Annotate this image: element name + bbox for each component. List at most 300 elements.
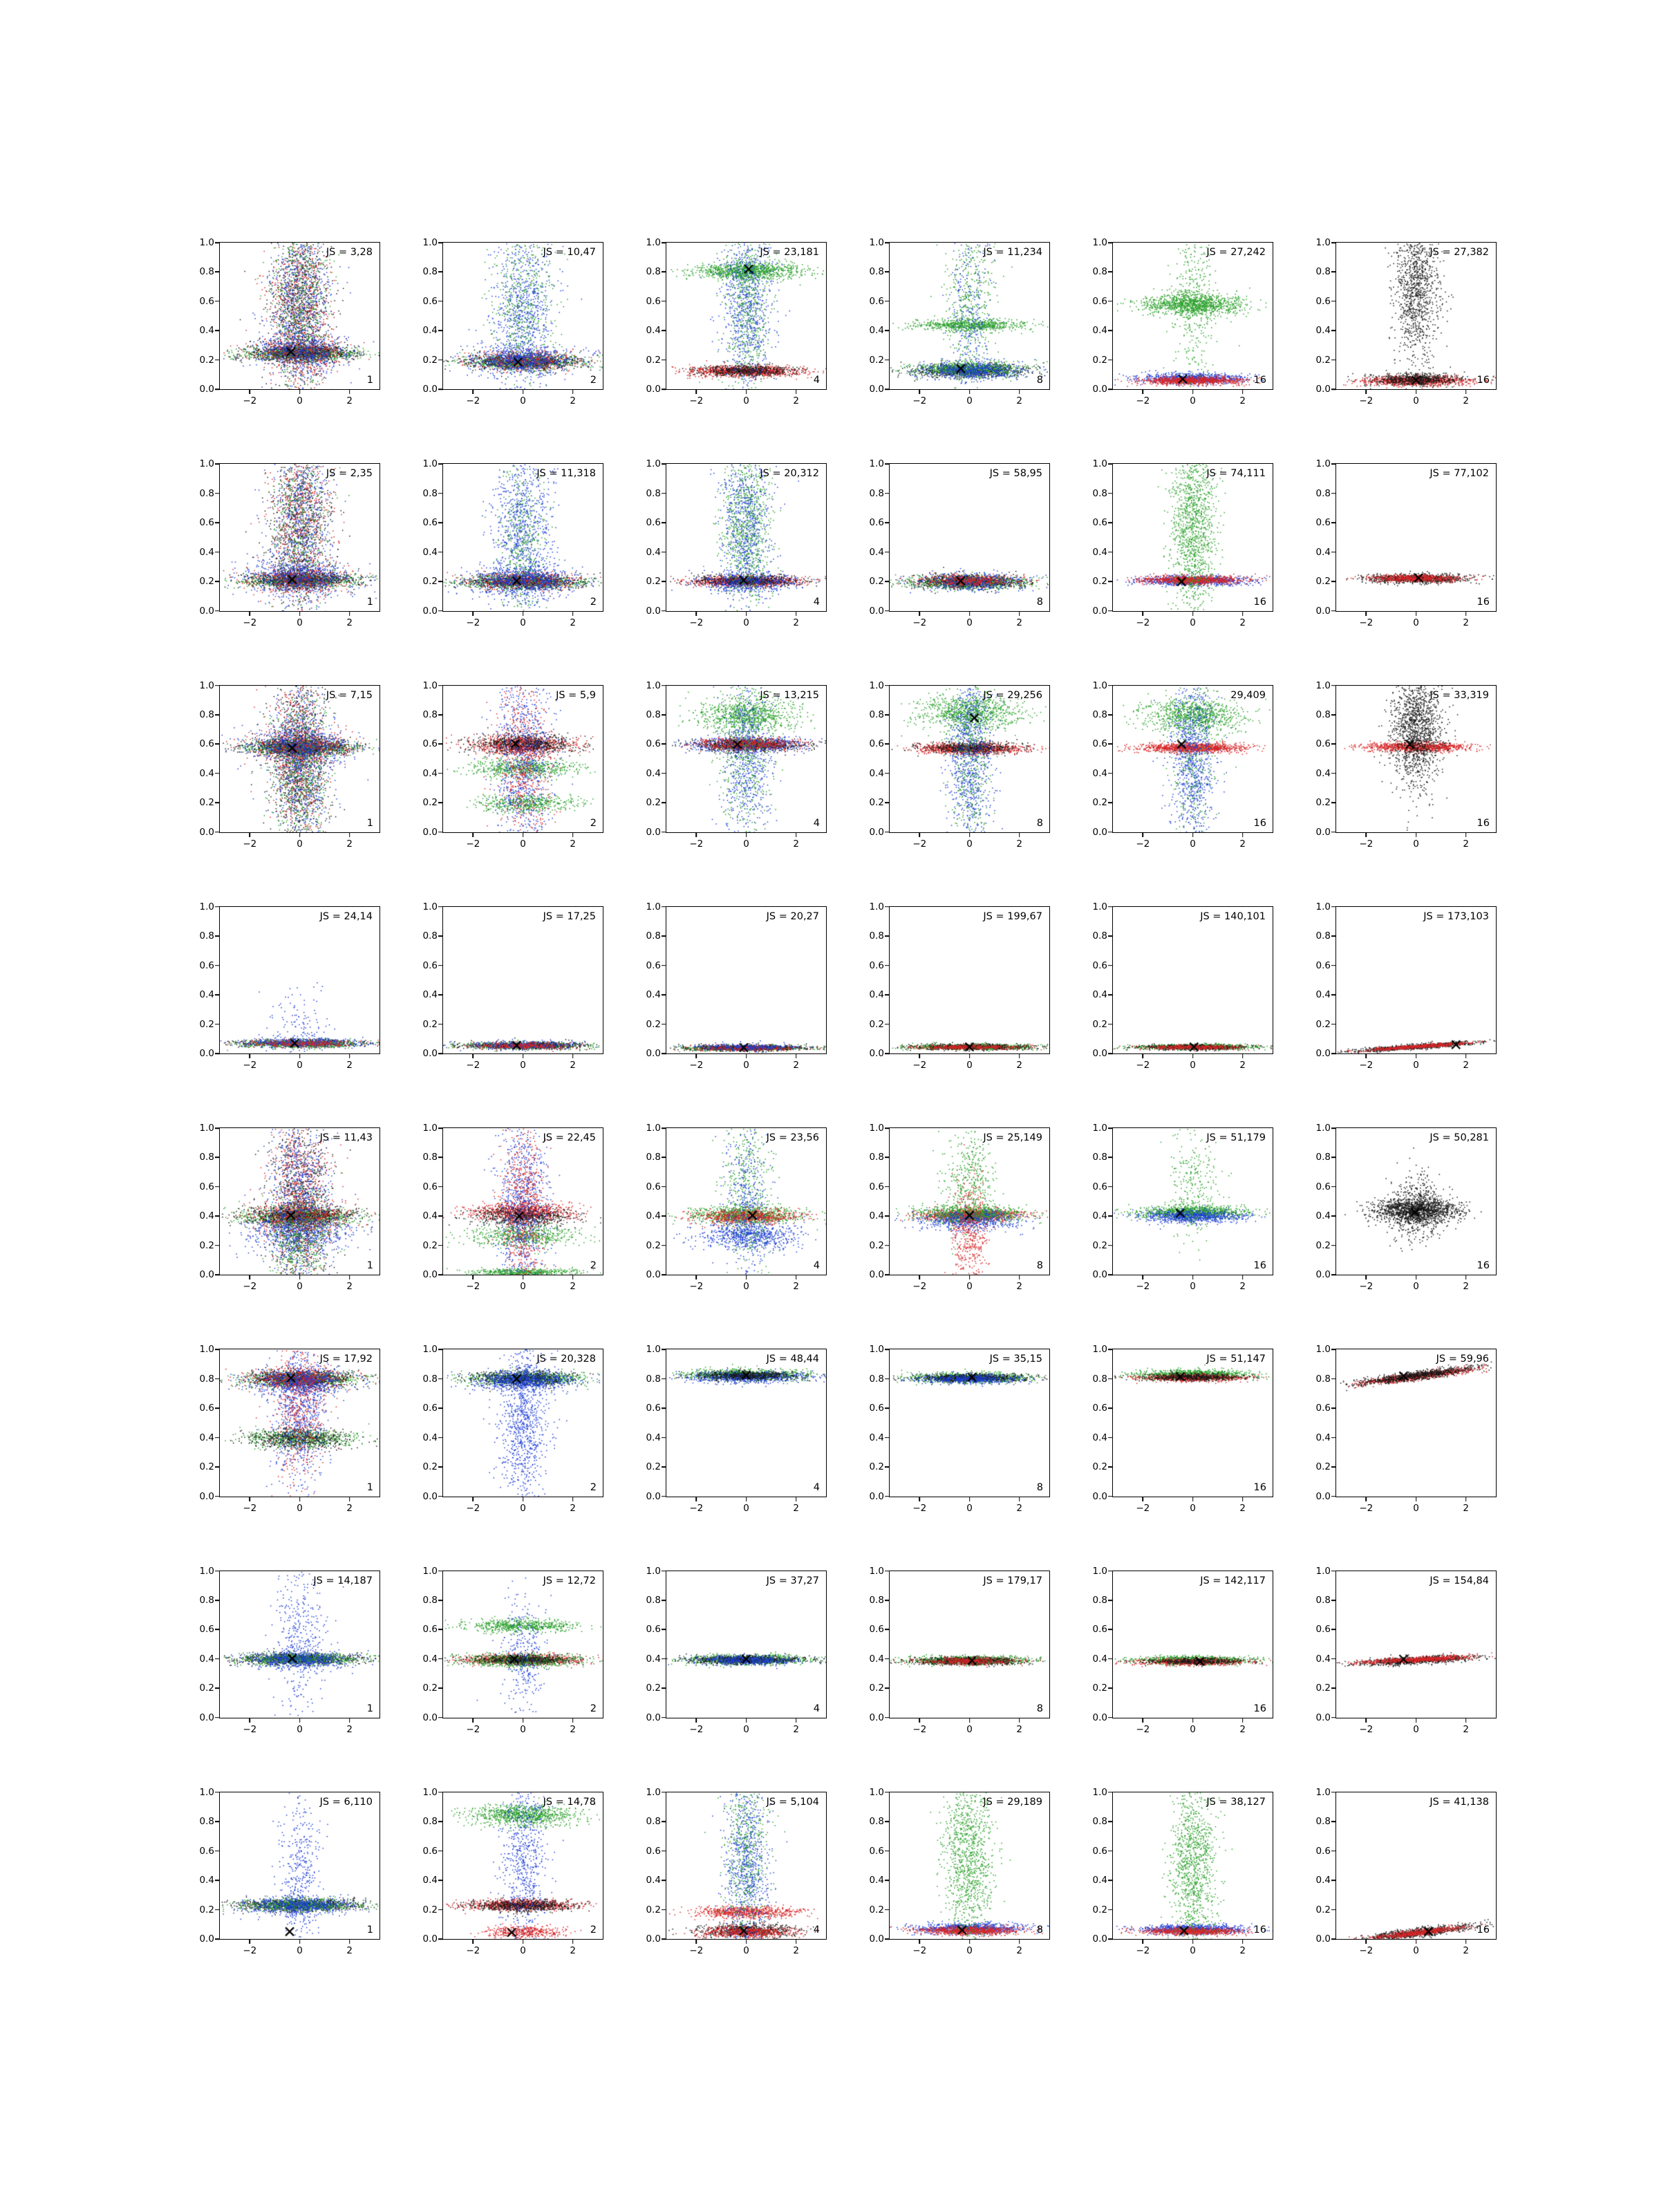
y-tick-mark — [1108, 1496, 1113, 1497]
y-tick-label: 0.4 — [422, 767, 438, 779]
y-tick-label: 1.0 — [199, 901, 214, 912]
x-tick-mark — [1192, 1718, 1194, 1723]
scatter-points — [1336, 1128, 1496, 1275]
subplot-r7-c3 — [630, 1565, 827, 1749]
subplot-r8-c3 — [630, 1786, 827, 1970]
y-tick-mark — [215, 965, 220, 966]
y-tick-label: 0.8 — [422, 1594, 438, 1606]
x-tick-mark — [299, 1275, 301, 1280]
y-tick-label: 1.0 — [646, 458, 661, 470]
x-tick-mark — [250, 832, 251, 837]
js-divergence-label: JS = 29,256 — [983, 689, 1042, 701]
panel-corner-label: 2 — [590, 817, 597, 829]
y-tick-label: 0.0 — [646, 1048, 661, 1059]
y-tick-label: 0.4 — [646, 1210, 661, 1222]
y-tick-label: 0.0 — [199, 1490, 214, 1502]
x-tick-mark — [250, 1939, 251, 1944]
y-tick-mark — [885, 1909, 890, 1911]
y-tick-label: 0.8 — [869, 709, 884, 720]
y-tick-label: 0.0 — [869, 1048, 884, 1059]
y-tick-mark — [1108, 1349, 1113, 1350]
y-tick-label: 0.2 — [646, 797, 661, 809]
x-tick-mark — [1019, 389, 1020, 394]
y-tick-mark — [215, 1349, 220, 1350]
y-tick-mark — [662, 685, 666, 686]
y-tick-mark — [215, 1245, 220, 1246]
x-tick-label: 0 — [1190, 1502, 1196, 1514]
y-tick-mark — [885, 1466, 890, 1468]
panel-corner-label: 1 — [366, 1924, 373, 1936]
y-tick-label: 0.0 — [1315, 1490, 1331, 1502]
js-divergence-label: JS = 154,84 — [1430, 1575, 1489, 1586]
y-tick-mark — [438, 1186, 443, 1188]
js-divergence-label: JS = 20,312 — [760, 468, 819, 480]
x-tick-mark — [473, 389, 474, 394]
y-tick-mark — [438, 1407, 443, 1409]
y-tick-label: 1.0 — [1315, 458, 1331, 470]
y-tick-mark — [438, 1792, 443, 1793]
y-tick-label: 0.4 — [646, 1432, 661, 1443]
y-tick-label: 0.2 — [1092, 1018, 1107, 1030]
x-tick-mark — [1143, 1497, 1144, 1501]
y-tick-mark — [885, 1600, 890, 1601]
scatter-points — [1336, 907, 1496, 1053]
y-tick-mark — [1108, 522, 1113, 523]
y-tick-mark — [1108, 1245, 1113, 1246]
y-tick-label: 0.6 — [1092, 1624, 1107, 1635]
js-divergence-label: JS = 25,149 — [983, 1132, 1042, 1143]
y-tick-label: 0.8 — [199, 487, 214, 499]
x-tick-label: 2 — [793, 838, 799, 850]
x-tick-label: 2 — [1016, 617, 1022, 628]
x-tick-label: −2 — [1136, 838, 1150, 850]
y-tick-label: 0.2 — [422, 797, 438, 809]
y-tick-label: 0.0 — [422, 1712, 438, 1723]
y-tick-mark — [215, 1717, 220, 1718]
y-tick-label: 1.0 — [422, 1786, 438, 1798]
y-tick-label: 0.8 — [869, 1594, 884, 1606]
y-tick-mark — [438, 1571, 443, 1572]
scatter-points — [443, 1571, 603, 1718]
x-tick-mark — [969, 611, 971, 616]
scatter-points — [1113, 1349, 1273, 1496]
y-tick-label: 0.0 — [199, 1269, 214, 1281]
y-tick-label: 0.4 — [199, 325, 214, 337]
x-tick-label: 2 — [793, 617, 799, 628]
x-tick-mark — [1366, 1275, 1367, 1280]
y-tick-label: 0.8 — [646, 930, 661, 942]
y-tick-label: 1.0 — [1315, 237, 1331, 248]
y-tick-mark — [662, 1245, 666, 1246]
x-tick-label: 0 — [520, 1723, 526, 1735]
y-tick-label: 0.2 — [1315, 354, 1331, 366]
x-tick-mark — [299, 1497, 301, 1501]
x-tick-label: −2 — [1359, 1281, 1374, 1293]
x-tick-label: 0 — [297, 1723, 303, 1735]
y-tick-mark — [215, 1157, 220, 1159]
y-tick-label: 1.0 — [1092, 458, 1107, 470]
y-tick-mark — [438, 1821, 443, 1822]
y-tick-mark — [1108, 463, 1113, 465]
x-tick-label: −2 — [912, 617, 927, 628]
x-tick-mark — [473, 1939, 474, 1944]
y-tick-label: 0.2 — [869, 797, 884, 809]
x-tick-mark — [349, 832, 350, 837]
y-tick-mark — [885, 1717, 890, 1718]
x-tick-mark — [1242, 1053, 1244, 1058]
x-tick-mark — [696, 1939, 697, 1944]
x-tick-mark — [1143, 832, 1144, 837]
y-tick-label: 0.0 — [646, 826, 661, 838]
js-divergence-label: JS = 14,78 — [543, 1796, 596, 1808]
scatter-points — [890, 907, 1049, 1053]
y-tick-mark — [1331, 1938, 1336, 1940]
subplot-r6-c6 — [1300, 1344, 1497, 1527]
y-tick-label: 0.6 — [869, 1181, 884, 1192]
y-tick-mark — [215, 744, 220, 745]
subplot-r4-c6 — [1300, 901, 1497, 1085]
x-tick-mark — [1366, 1718, 1367, 1723]
y-tick-label: 0.2 — [199, 1461, 214, 1473]
x-tick-label: 0 — [1413, 1060, 1419, 1071]
x-tick-mark — [1019, 1497, 1020, 1501]
y-tick-mark — [1331, 330, 1336, 332]
x-tick-label: 2 — [1463, 617, 1469, 628]
js-divergence-label: JS = 59,96 — [1436, 1353, 1489, 1365]
x-tick-label: 0 — [743, 838, 749, 850]
x-tick-mark — [919, 1497, 921, 1501]
y-tick-label: 0.8 — [869, 487, 884, 499]
y-tick-mark — [885, 994, 890, 995]
x-tick-mark — [349, 1718, 350, 1723]
y-tick-mark — [438, 359, 443, 361]
subplot-r7-c1 — [183, 1565, 380, 1749]
y-tick-mark — [662, 552, 666, 553]
y-tick-label: 0.6 — [1092, 1845, 1107, 1857]
y-tick-mark — [438, 610, 443, 612]
y-tick-label: 0.6 — [199, 959, 214, 971]
panel-corner-label: 8 — [1036, 1924, 1043, 1936]
js-divergence-label: JS = 20,328 — [536, 1353, 596, 1365]
panel-corner-label: 8 — [1036, 1481, 1043, 1493]
js-divergence-label: JS = 38,127 — [1206, 1796, 1266, 1808]
y-tick-label: 1.0 — [1092, 679, 1107, 691]
y-tick-label: 0.0 — [1315, 1269, 1331, 1281]
y-tick-label: 0.6 — [1092, 517, 1107, 529]
subplot-r3-c6 — [1300, 679, 1497, 863]
y-tick-label: 0.0 — [1092, 1712, 1107, 1723]
y-tick-label: 0.4 — [199, 989, 214, 1001]
y-tick-mark — [885, 552, 890, 553]
y-tick-label: 0.6 — [1315, 738, 1331, 750]
x-tick-label: −2 — [1136, 1723, 1150, 1735]
x-tick-mark — [1416, 1939, 1417, 1944]
plot-axes — [422, 901, 603, 1071]
plot-axes — [199, 237, 380, 407]
y-tick-mark — [1108, 773, 1113, 774]
x-tick-label: −2 — [466, 1945, 480, 1956]
y-tick-mark — [215, 803, 220, 804]
y-tick-label: 0.0 — [199, 384, 214, 395]
y-tick-mark — [885, 1880, 890, 1881]
y-tick-label: 0.4 — [869, 767, 884, 779]
x-tick-label: 2 — [1016, 1502, 1022, 1514]
plot-axes — [422, 1123, 603, 1293]
y-tick-mark — [662, 1053, 666, 1054]
scatter-points — [1336, 1792, 1496, 1939]
x-tick-mark — [1465, 389, 1467, 394]
y-tick-label: 1.0 — [1315, 1786, 1331, 1798]
y-tick-mark — [662, 744, 666, 745]
y-tick-label: 1.0 — [646, 679, 661, 691]
x-tick-mark — [572, 1275, 574, 1280]
y-tick-mark — [215, 1688, 220, 1689]
x-tick-mark — [1019, 832, 1020, 837]
y-tick-mark — [1331, 1349, 1336, 1350]
y-tick-mark — [1108, 1938, 1113, 1940]
x-tick-mark — [523, 1053, 524, 1058]
y-tick-mark — [1108, 1600, 1113, 1601]
x-tick-label: 2 — [1016, 395, 1022, 407]
y-tick-label: 0.4 — [869, 325, 884, 337]
y-tick-label: 0.2 — [199, 1683, 214, 1694]
x-tick-label: 0 — [743, 1945, 749, 1956]
scatter-points — [220, 1792, 379, 1939]
y-tick-label: 0.8 — [199, 709, 214, 720]
x-tick-mark — [1465, 1497, 1467, 1501]
x-tick-label: 0 — [297, 838, 303, 850]
y-tick-label: 0.2 — [1092, 797, 1107, 809]
y-tick-label: 0.4 — [1315, 1432, 1331, 1443]
x-tick-mark — [523, 611, 524, 616]
x-tick-label: 2 — [570, 617, 576, 628]
x-tick-label: −2 — [1359, 1502, 1374, 1514]
y-tick-mark — [885, 803, 890, 804]
x-tick-label: 2 — [1239, 1502, 1246, 1514]
y-tick-mark — [885, 1496, 890, 1497]
js-divergence-label: JS = 10,47 — [543, 247, 596, 258]
y-tick-label: 0.2 — [646, 1683, 661, 1694]
x-tick-mark — [523, 1939, 524, 1944]
y-tick-label: 0.2 — [646, 576, 661, 588]
x-tick-label: 2 — [1239, 838, 1246, 850]
y-tick-label: 1.0 — [1315, 1344, 1331, 1356]
y-tick-label: 0.6 — [422, 517, 438, 529]
y-tick-mark — [885, 965, 890, 966]
y-tick-mark — [1108, 1571, 1113, 1572]
y-tick-label: 0.4 — [1092, 1875, 1107, 1886]
y-tick-mark — [885, 1024, 890, 1025]
y-tick-label: 0.8 — [646, 1594, 661, 1606]
y-tick-label: 0.0 — [869, 826, 884, 838]
y-tick-mark — [438, 1127, 443, 1129]
y-tick-label: 0.6 — [199, 517, 214, 529]
y-tick-mark — [1331, 301, 1336, 302]
panel-corner-label: 8 — [1036, 817, 1043, 829]
subplot-r2-c4 — [853, 458, 1050, 641]
y-tick-label: 0.0 — [1315, 1933, 1331, 1944]
x-tick-mark — [473, 1718, 474, 1723]
y-tick-mark — [662, 301, 666, 302]
y-tick-mark — [438, 773, 443, 774]
y-tick-mark — [662, 1437, 666, 1438]
plot-axes — [1315, 679, 1497, 850]
y-tick-label: 0.0 — [199, 1048, 214, 1059]
plot-axes — [646, 679, 827, 850]
scatter-points — [443, 686, 603, 832]
x-tick-label: −2 — [1136, 395, 1150, 407]
y-tick-mark — [885, 1407, 890, 1409]
js-divergence-label: JS = 17,25 — [543, 910, 596, 922]
x-tick-mark — [696, 1053, 697, 1058]
y-tick-mark — [215, 1821, 220, 1822]
x-tick-label: 0 — [966, 1060, 973, 1071]
scatter-points — [666, 1571, 826, 1718]
y-tick-label: 0.8 — [1092, 487, 1107, 499]
y-tick-mark — [215, 610, 220, 612]
y-tick-label: 0.4 — [1315, 989, 1331, 1001]
x-tick-mark — [1192, 389, 1194, 394]
y-tick-mark — [215, 832, 220, 833]
y-tick-mark — [215, 773, 220, 774]
y-tick-label: 0.8 — [869, 266, 884, 278]
js-divergence-label: JS = 5,9 — [556, 689, 596, 701]
y-tick-mark — [662, 359, 666, 361]
x-tick-label: 0 — [1413, 1281, 1419, 1293]
y-tick-label: 1.0 — [1092, 1565, 1107, 1577]
y-tick-label: 0.2 — [199, 576, 214, 588]
x-tick-label: 2 — [570, 1723, 576, 1735]
y-tick-mark — [438, 1688, 443, 1689]
y-tick-mark — [438, 714, 443, 715]
y-tick-label: 0.8 — [199, 930, 214, 942]
x-tick-mark — [473, 611, 474, 616]
panel-corner-label: 8 — [1036, 375, 1043, 386]
y-tick-label: 0.8 — [1315, 266, 1331, 278]
y-tick-label: 0.4 — [1092, 546, 1107, 558]
x-tick-label: 0 — [1413, 1723, 1419, 1735]
y-tick-mark — [662, 1127, 666, 1129]
y-tick-mark — [1331, 1600, 1336, 1601]
y-tick-mark — [438, 832, 443, 833]
js-divergence-label: JS = 6,110 — [319, 1796, 373, 1808]
panel-corner-label: 2 — [590, 1481, 597, 1493]
x-tick-label: 2 — [1239, 1281, 1246, 1293]
y-tick-mark — [885, 581, 890, 582]
y-tick-label: 1.0 — [422, 1123, 438, 1134]
y-tick-mark — [438, 1437, 443, 1438]
y-tick-label: 0.8 — [422, 1373, 438, 1385]
js-divergence-label: JS = 2,35 — [326, 468, 373, 480]
y-tick-label: 0.4 — [869, 1653, 884, 1665]
y-tick-label: 1.0 — [199, 679, 214, 691]
x-tick-mark — [349, 1939, 350, 1944]
panel-corner-label: 1 — [366, 817, 373, 829]
y-tick-mark — [1331, 388, 1336, 390]
x-tick-mark — [1242, 389, 1244, 394]
x-tick-label: 2 — [793, 1281, 799, 1293]
y-tick-mark — [885, 773, 890, 774]
x-tick-mark — [796, 1497, 797, 1501]
y-tick-mark — [662, 832, 666, 833]
panel-corner-label: 8 — [1036, 1260, 1043, 1272]
y-tick-label: 0.2 — [199, 1239, 214, 1251]
scatter-points — [443, 464, 603, 610]
x-tick-label: 2 — [346, 1060, 353, 1071]
plot-axes — [646, 458, 827, 628]
x-tick-mark — [1465, 1053, 1467, 1058]
subplot-r6-c3 — [630, 1344, 827, 1527]
x-tick-label: 2 — [346, 1281, 353, 1293]
y-tick-mark — [215, 1880, 220, 1881]
plot-axes — [422, 237, 603, 407]
y-tick-label: 0.8 — [869, 930, 884, 942]
plot-axes — [869, 1786, 1050, 1956]
y-tick-label: 0.8 — [1092, 266, 1107, 278]
y-tick-mark — [1331, 1274, 1336, 1275]
x-tick-mark — [1192, 1939, 1194, 1944]
y-tick-mark — [662, 1466, 666, 1468]
y-tick-mark — [1331, 1157, 1336, 1159]
plot-axes — [1092, 901, 1273, 1071]
y-tick-mark — [1108, 242, 1113, 243]
y-tick-label: 1.0 — [199, 1565, 214, 1577]
x-tick-mark — [1019, 1053, 1020, 1058]
y-tick-mark — [215, 1600, 220, 1601]
x-tick-label: 0 — [1190, 1060, 1196, 1071]
y-tick-mark — [438, 493, 443, 494]
scatter-points — [443, 243, 603, 389]
x-tick-mark — [250, 1053, 251, 1058]
y-tick-label: 0.6 — [1315, 517, 1331, 529]
y-tick-label: 0.6 — [1092, 1181, 1107, 1192]
x-tick-label: 0 — [1190, 838, 1196, 850]
y-tick-label: 1.0 — [1315, 901, 1331, 912]
y-tick-mark — [215, 1792, 220, 1793]
plot-axes — [1092, 1123, 1273, 1293]
js-divergence-label: JS = 17,92 — [319, 1353, 373, 1365]
y-tick-mark — [215, 1629, 220, 1631]
scatter-points — [890, 1792, 1049, 1939]
y-tick-mark — [1331, 610, 1336, 612]
panel-corner-label: 16 — [1253, 817, 1266, 829]
y-tick-mark — [885, 685, 890, 686]
subplot-r3-c3 — [630, 679, 827, 863]
y-tick-mark — [885, 1245, 890, 1246]
y-tick-label: 1.0 — [1315, 1123, 1331, 1134]
y-tick-mark — [1331, 1792, 1336, 1793]
y-tick-mark — [215, 1378, 220, 1380]
y-tick-label: 0.0 — [1315, 384, 1331, 395]
y-tick-mark — [1108, 330, 1113, 332]
subplot-r6-c2 — [406, 1344, 603, 1527]
x-tick-label: 2 — [570, 1945, 576, 1956]
y-tick-label: 0.4 — [1092, 1653, 1107, 1665]
x-tick-label: −2 — [689, 1060, 704, 1071]
x-tick-label: 0 — [743, 1281, 749, 1293]
y-tick-label: 0.6 — [199, 1845, 214, 1857]
y-tick-label: 1.0 — [869, 1565, 884, 1577]
x-tick-mark — [349, 1053, 350, 1058]
x-tick-label: 2 — [1016, 1723, 1022, 1735]
y-tick-mark — [1108, 1792, 1113, 1793]
y-tick-label: 0.6 — [869, 295, 884, 307]
scatter-points — [1336, 1571, 1496, 1718]
y-tick-label: 1.0 — [869, 1344, 884, 1356]
x-tick-mark — [796, 1053, 797, 1058]
subplot-r2-c5 — [1076, 458, 1273, 641]
js-divergence-label: JS = 7,15 — [326, 689, 373, 701]
